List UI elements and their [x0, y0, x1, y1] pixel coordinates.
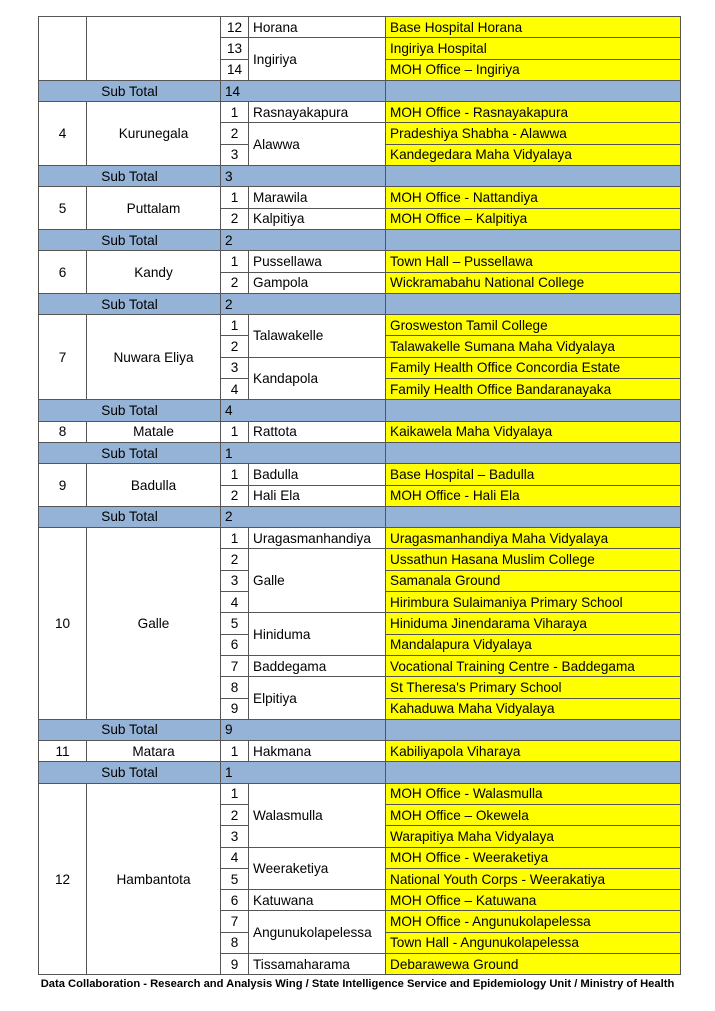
row-number-cell: 3	[221, 570, 249, 591]
row-number-cell: 12	[221, 17, 249, 38]
row-number-cell: 7	[221, 655, 249, 676]
subtotal-row	[39, 762, 681, 783]
row-number-cell: 6	[221, 634, 249, 655]
moh-area-cell: Hiniduma	[249, 613, 386, 656]
vaccination-location-cell: Kandegedara Maha Vidyalaya	[386, 144, 681, 165]
district-number-cell	[39, 17, 87, 81]
vaccination-location-cell: Samanala Ground	[386, 570, 681, 591]
table-row	[39, 315, 681, 336]
moh-area-cell: Pussellawa	[249, 251, 386, 272]
vaccination-location-cell: MOH Office – Okewela	[386, 804, 681, 825]
vaccination-location-cell: Debarawewa Ground	[386, 954, 681, 975]
vaccination-location-cell: Hiniduma Jinendarama Viharaya	[386, 613, 681, 634]
moh-area-cell: Kandapola	[249, 357, 386, 400]
subtotal-row	[39, 229, 681, 250]
row-number-cell: 1	[221, 464, 249, 485]
table-row	[39, 251, 681, 272]
district-number-cell: 12	[39, 783, 87, 975]
vaccination-location-cell: MOH Office – Katuwana	[386, 890, 681, 911]
vaccination-location-cell: MOH Office - Rasnayakapura	[386, 102, 681, 123]
subtotal-empty-cell	[386, 719, 681, 740]
vaccination-location-cell: Kahaduwa Maha Vidyalaya	[386, 698, 681, 719]
moh-area-cell: Kalpitiya	[249, 208, 386, 229]
vaccination-location-cell: MOH Office – Ingiriya	[386, 59, 681, 80]
subtotal-label: Sub Total	[39, 442, 221, 463]
row-number-cell: 7	[221, 911, 249, 932]
row-number-cell: 5	[221, 868, 249, 889]
vaccination-location-cell: MOH Office - Angunukolapelessa	[386, 911, 681, 932]
vaccination-location-cell: Mandalapura Vidyalaya	[386, 634, 681, 655]
subtotal-value: 3	[221, 166, 386, 187]
vaccination-location-cell: Warapitiya Maha Vidyalaya	[386, 826, 681, 847]
subtotal-empty-cell	[386, 442, 681, 463]
district-number-cell: 6	[39, 251, 87, 294]
district-name-cell: Nuwara Eliya	[87, 315, 221, 400]
subtotal-empty-cell	[386, 166, 681, 187]
subtotal-row	[39, 293, 681, 314]
district-number-cell: 10	[39, 528, 87, 720]
moh-area-cell: Elpitiya	[249, 677, 386, 720]
vaccination-location-cell: Pradeshiya Shabha - Alawwa	[386, 123, 681, 144]
row-number-cell: 5	[221, 613, 249, 634]
subtotal-value: 4	[221, 400, 386, 421]
vaccination-location-cell: Family Health Office Concordia Estate	[386, 357, 681, 378]
vaccination-location-cell: National Youth Corps - Weerakatiya	[386, 868, 681, 889]
row-number-cell: 2	[221, 272, 249, 293]
row-number-cell: 9	[221, 954, 249, 975]
row-number-cell: 1	[221, 783, 249, 804]
page-footer: Data Collaboration - Research and Analysis Wing / State Intelligence Service and Epidemiology Unit / Ministry of Health	[40, 978, 675, 990]
vaccination-location-cell: MOH Office - Nattandiya	[386, 187, 681, 208]
district-number-cell: 9	[39, 464, 87, 507]
subtotal-label: Sub Total	[39, 80, 221, 101]
moh-area-cell: Marawila	[249, 187, 386, 208]
row-number-cell: 1	[221, 251, 249, 272]
row-number-cell: 8	[221, 677, 249, 698]
table-body	[39, 17, 681, 975]
district-name-cell: Matara	[87, 741, 221, 762]
subtotal-empty-cell	[386, 293, 681, 314]
subtotal-empty-cell	[386, 506, 681, 527]
row-number-cell: 3	[221, 826, 249, 847]
subtotal-empty-cell	[386, 762, 681, 783]
district-number-cell: 7	[39, 315, 87, 400]
table-row	[39, 783, 681, 804]
subtotal-empty-cell	[386, 229, 681, 250]
row-number-cell: 9	[221, 698, 249, 719]
row-number-cell: 4	[221, 379, 249, 400]
row-number-cell: 1	[221, 187, 249, 208]
subtotal-value: 2	[221, 229, 386, 250]
vaccination-location-cell: Kaikawela Maha Vidyalaya	[386, 421, 681, 442]
moh-area-cell: Gampola	[249, 272, 386, 293]
table-row	[39, 187, 681, 208]
moh-area-cell: Uragasmanhandiya	[249, 528, 386, 549]
row-number-cell: 14	[221, 59, 249, 80]
moh-area-cell: Rasnayakapura	[249, 102, 386, 123]
vaccination-location-cell: Town Hall – Pussellawa	[386, 251, 681, 272]
vaccination-location-cell: Family Health Office Bandaranayaka	[386, 379, 681, 400]
vaccination-location-cell: Town Hall - Angunukolapelessa	[386, 932, 681, 953]
moh-area-cell: Hakmana	[249, 741, 386, 762]
subtotal-value: 14	[221, 80, 386, 101]
vaccination-location-cell: Base Hospital – Badulla	[386, 464, 681, 485]
row-number-cell: 4	[221, 592, 249, 613]
moh-area-cell: Badulla	[249, 464, 386, 485]
subtotal-row	[39, 719, 681, 740]
moh-area-cell: Hali Ela	[249, 485, 386, 506]
row-number-cell: 1	[221, 102, 249, 123]
row-number-cell: 4	[221, 847, 249, 868]
subtotal-label: Sub Total	[39, 293, 221, 314]
district-name-cell: Badulla	[87, 464, 221, 507]
vaccination-location-cell: MOH Office - Weeraketiya	[386, 847, 681, 868]
district-name-cell: Matale	[87, 421, 221, 442]
vaccination-location-cell: St Theresa's Primary School	[386, 677, 681, 698]
vaccination-location-cell: Uragasmanhandiya Maha Vidyalaya	[386, 528, 681, 549]
vaccination-location-cell: Kabiliyapola Viharaya	[386, 741, 681, 762]
vaccination-location-cell: Wickramabahu National College	[386, 272, 681, 293]
vaccination-location-cell: MOH Office - Walasmulla	[386, 783, 681, 804]
subtotal-row	[39, 506, 681, 527]
moh-area-cell: Katuwana	[249, 890, 386, 911]
subtotal-row	[39, 400, 681, 421]
subtotal-value: 1	[221, 442, 386, 463]
district-name-cell: Kurunegala	[87, 102, 221, 166]
district-name-cell	[87, 17, 221, 81]
row-number-cell: 1	[221, 421, 249, 442]
moh-area-cell: Horana	[249, 17, 386, 38]
moh-area-cell: Talawakelle	[249, 315, 386, 358]
row-number-cell: 1	[221, 741, 249, 762]
moh-area-cell: Weeraketiya	[249, 847, 386, 890]
moh-area-cell: Ingiriya	[249, 38, 386, 81]
subtotal-label: Sub Total	[39, 762, 221, 783]
subtotal-row	[39, 80, 681, 101]
moh-area-cell: Walasmulla	[249, 783, 386, 847]
subtotal-value: 1	[221, 762, 386, 783]
row-number-cell: 3	[221, 357, 249, 378]
vaccination-location-cell: Base Hospital Horana	[386, 17, 681, 38]
subtotal-row	[39, 166, 681, 187]
district-name-cell: Hambantota	[87, 783, 221, 975]
table-row	[39, 741, 681, 762]
vaccination-location-cell: Ussathun Hasana Muslim College	[386, 549, 681, 570]
row-number-cell: 2	[221, 485, 249, 506]
moh-area-cell: Alawwa	[249, 123, 386, 166]
vaccination-location-cell: Hirimbura Sulaimaniya Primary School	[386, 592, 681, 613]
moh-area-cell: Rattota	[249, 421, 386, 442]
table-row	[39, 421, 681, 442]
subtotal-label: Sub Total	[39, 166, 221, 187]
district-name-cell: Puttalam	[87, 187, 221, 230]
district-name-cell: Kandy	[87, 251, 221, 294]
moh-area-cell: Baddegama	[249, 655, 386, 676]
row-number-cell: 2	[221, 804, 249, 825]
moh-area-cell: Angunukolapelessa	[249, 911, 386, 954]
vaccination-location-cell: Ingiriya Hospital	[386, 38, 681, 59]
district-number-cell: 8	[39, 421, 87, 442]
subtotal-empty-cell	[386, 400, 681, 421]
table-row	[39, 528, 681, 549]
subtotal-row	[39, 442, 681, 463]
district-number-cell: 5	[39, 187, 87, 230]
moh-area-cell: Tissamaharama	[249, 954, 386, 975]
vaccination-location-cell: Vocational Training Centre - Baddegama	[386, 655, 681, 676]
vaccination-location-cell: MOH Office – Kalpitiya	[386, 208, 681, 229]
row-number-cell: 1	[221, 528, 249, 549]
subtotal-empty-cell	[386, 80, 681, 101]
subtotal-label: Sub Total	[39, 719, 221, 740]
row-number-cell: 2	[221, 208, 249, 229]
subtotal-label: Sub Total	[39, 506, 221, 527]
row-number-cell: 3	[221, 144, 249, 165]
subtotal-label: Sub Total	[39, 400, 221, 421]
subtotal-value: 9	[221, 719, 386, 740]
subtotal-value: 2	[221, 506, 386, 527]
vaccination-location-cell: Grosweston Tamil College	[386, 315, 681, 336]
row-number-cell: 6	[221, 890, 249, 911]
subtotal-value: 2	[221, 293, 386, 314]
vaccination-location-cell: Talawakelle Sumana Maha Vidyalaya	[386, 336, 681, 357]
row-number-cell: 13	[221, 38, 249, 59]
district-number-cell: 4	[39, 102, 87, 166]
table-row	[39, 102, 681, 123]
district-name-cell: Galle	[87, 528, 221, 720]
moh-area-cell: Galle	[249, 549, 386, 613]
subtotal-label: Sub Total	[39, 229, 221, 250]
row-number-cell: 1	[221, 315, 249, 336]
row-number-cell: 8	[221, 932, 249, 953]
row-number-cell: 2	[221, 336, 249, 357]
row-number-cell: 2	[221, 549, 249, 570]
vaccination-location-cell: MOH Office - Hali Ela	[386, 485, 681, 506]
table-row	[39, 17, 681, 38]
table-row	[39, 464, 681, 485]
vaccination-centres-table	[38, 16, 681, 975]
district-number-cell: 11	[39, 741, 87, 762]
row-number-cell: 2	[221, 123, 249, 144]
